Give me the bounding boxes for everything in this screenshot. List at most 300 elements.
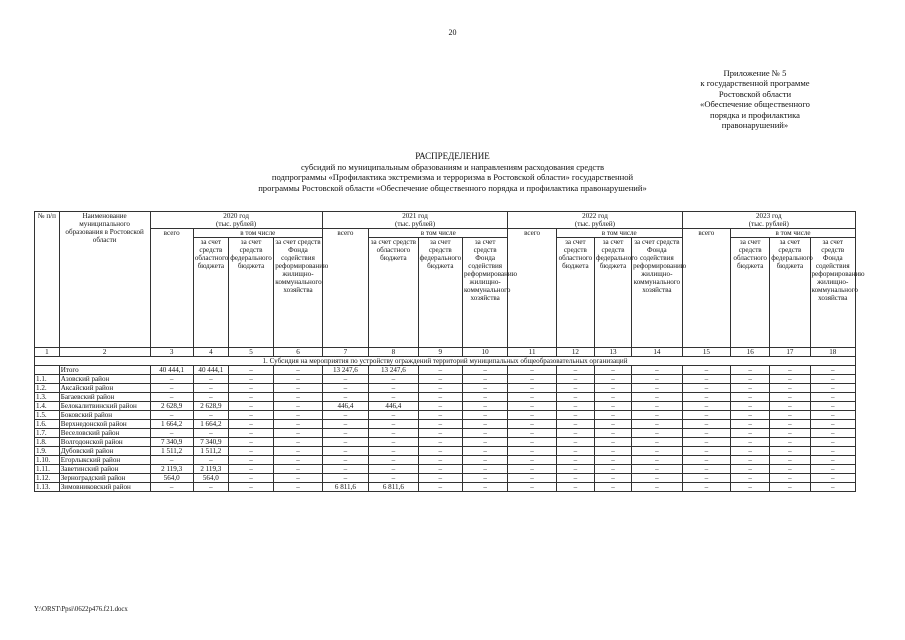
value-cell: – [682,411,730,420]
value-cell: – [632,429,683,438]
row-number: 1.9. [35,447,60,456]
header-total: всего [322,229,368,348]
value-cell: – [369,384,419,393]
value-cell: – [810,402,856,411]
value-cell: – [594,474,631,483]
column-number: 16 [731,348,770,357]
municipality-name: Дубовский район [59,447,150,456]
row-number: 1.11. [35,465,60,474]
value-cell: – [418,384,462,393]
value-cell: – [682,429,730,438]
value-cell: – [682,366,730,375]
row-number: 1.6. [35,420,60,429]
header-fund: за счет средств Фонда содействия реформированию жилищно-коммунального хозяйства [462,238,507,348]
year-label: 2020 год [223,212,249,220]
value-cell: – [418,402,462,411]
value-cell: – [369,393,419,402]
value-cell: – [322,438,368,447]
municipality-name: Азовский район [59,375,150,384]
year-unit: (тыс. рублей) [394,220,436,228]
value-cell: – [770,483,810,492]
value-cell: – [682,375,730,384]
header-federal: за счет средств федерального бюджета [594,238,631,348]
row-number: 1.1. [35,375,60,384]
value-cell: – [322,447,368,456]
column-number: 6 [274,348,322,357]
value-cell: – [228,483,273,492]
value-cell: – [369,447,419,456]
value-cell: – [556,483,594,492]
header-fund: за счет средств Фонда содействия реформированию жилищно-коммунального хозяйства [632,238,683,348]
value-cell: – [770,438,810,447]
value-cell: – [369,429,419,438]
value-cell: – [274,384,322,393]
value-cell: – [770,375,810,384]
table-row [35,474,856,483]
value-cell: 7 340,9 [150,438,193,447]
value-cell: – [810,438,856,447]
file-path-footer: Y:\ORST\Ppsi\0622p476.f21.docx [34,606,128,613]
value-cell: – [228,366,273,375]
value-cell: – [594,438,631,447]
heading-line: подпрограммы «Профилактика экстремизма и терроризма в Ростовской области» государственной [271,172,634,183]
value-cell: 2 628,9 [193,402,228,411]
value-cell: – [462,438,507,447]
value-cell: – [274,420,322,429]
value-cell: – [810,393,856,402]
value-cell: 564,0 [150,474,193,483]
value-cell: – [770,393,810,402]
year-label: 2023 год [755,212,782,220]
row-number: 1.5. [35,411,60,420]
value-cell: – [193,483,228,492]
table-row [35,483,856,492]
value-cell: – [810,483,856,492]
value-cell: – [322,375,368,384]
value-cell: – [556,375,594,384]
value-cell: – [274,438,322,447]
value-cell: – [731,366,770,375]
value-cell: – [462,465,507,474]
column-number: 5 [228,348,273,357]
value-cell: – [731,483,770,492]
municipality-name: Егорлыкский район [59,456,150,465]
header-no: № п/п [35,212,60,348]
value-cell: – [508,447,556,456]
distribution-table [34,211,865,492]
value-cell: – [731,474,770,483]
value-cell: – [193,375,228,384]
value-cell: – [193,393,228,402]
header-total: всего [150,229,193,348]
appendix-line: Приложение № 5 [723,68,787,78]
column-number: 11 [508,348,556,357]
value-cell: – [731,447,770,456]
value-cell: 13 247,6 [322,366,368,375]
header-regional: за счет средств областного бюджета [369,238,419,348]
value-cell: – [418,465,462,474]
value-cell: – [508,393,556,402]
value-cell: – [418,429,462,438]
value-cell: – [418,366,462,375]
table-row [35,456,856,465]
value-cell: – [770,474,810,483]
value-cell: – [418,483,462,492]
value-cell: – [770,384,810,393]
value-cell: – [731,375,770,384]
value-cell: – [594,429,631,438]
value-cell: – [594,384,631,393]
value-cell: – [810,420,856,429]
value-cell: – [682,420,730,429]
row-number: 1.7. [35,429,60,438]
value-cell: – [274,474,322,483]
value-cell: – [228,420,273,429]
column-number-row [35,348,856,357]
value-cell: – [594,366,631,375]
value-cell: – [731,456,770,465]
value-cell: – [594,402,631,411]
value-cell: – [682,456,730,465]
value-cell: – [682,393,730,402]
value-cell: – [274,483,322,492]
value-cell: – [322,420,368,429]
value-cell: – [418,411,462,420]
value-cell: – [508,420,556,429]
value-cell: – [369,375,419,384]
value-cell: – [682,438,730,447]
value-cell: – [731,402,770,411]
value-cell: – [462,366,507,375]
section-title: 1. Субсидия на мероприятия по устройству ограждений территорий муниципальных общеобразовательных организаций [35,357,856,366]
value-cell: – [632,447,683,456]
value-cell: – [810,366,856,375]
value-cell: – [274,465,322,474]
row-number: 1.4. [35,402,60,411]
value-cell: – [228,465,273,474]
value-cell: – [274,366,322,375]
value-cell: – [418,375,462,384]
value-cell: – [322,474,368,483]
header-fund: за счет средств Фонда содействия реформированию жилищно-коммунального хозяйства [810,238,856,348]
value-cell: – [731,411,770,420]
column-number: 1 [35,348,60,357]
value-cell: – [150,411,193,420]
table-row [35,429,856,438]
value-cell: – [632,411,683,420]
row-number: 1.10. [35,456,60,465]
value-cell: – [556,447,594,456]
value-cell: – [508,366,556,375]
column-number: 18 [810,348,856,357]
municipality-name: Верхнедонской район [59,420,150,429]
column-number: 2 [59,348,150,357]
value-cell: – [508,384,556,393]
value-cell: – [810,429,856,438]
value-cell: – [810,384,856,393]
value-cell: – [556,438,594,447]
value-cell: – [462,456,507,465]
value-cell: 1 664,2 [193,420,228,429]
appendix-line: правонарушений» [721,120,789,131]
value-cell: – [731,420,770,429]
header-total: всего [508,229,556,348]
column-number: 12 [556,348,594,357]
value-cell: – [462,402,507,411]
value-cell: – [508,483,556,492]
row-number: 1.2. [35,384,60,393]
header-regional: за счет средств областного бюджета [193,238,228,348]
value-cell: – [632,402,683,411]
value-cell: – [508,375,556,384]
value-cell: – [462,429,507,438]
header-year-2020 [150,212,322,229]
municipality-name: Аксайский район [59,384,150,393]
value-cell: – [418,420,462,429]
header-year-2023 [682,212,855,229]
value-cell: – [632,384,683,393]
municipality-name: Зимовниковский район [59,483,150,492]
value-cell: 2 628,9 [150,402,193,411]
table-row [35,393,856,402]
value-cell: – [274,402,322,411]
year-label: 2021 год [402,212,428,220]
value-cell: – [322,456,368,465]
table-row [35,438,856,447]
value-cell: – [632,420,683,429]
header-federal: за счет средств федерального бюджета [770,238,810,348]
value-cell: – [556,429,594,438]
header-federal: за счет средств федерального бюджета [418,238,462,348]
value-cell: – [810,456,856,465]
value-cell: – [462,447,507,456]
value-cell: – [770,411,810,420]
header-name: Наименование муниципального образования в Ростовской области [59,212,150,348]
value-cell: – [369,411,419,420]
value-cell: – [682,465,730,474]
column-number: 7 [322,348,368,357]
value-cell: 40 444,1 [193,366,228,375]
header-federal: за счет средств федерального бюджета [228,238,273,348]
value-cell: – [508,456,556,465]
value-cell: 2 119,3 [193,465,228,474]
value-cell: 7 340,9 [193,438,228,447]
municipality-name: Боковский район [59,411,150,420]
value-cell: – [228,447,273,456]
value-cell: – [322,393,368,402]
value-cell: – [594,447,631,456]
table-row [35,420,856,429]
appendix-line: порядка и профилактика [709,109,800,120]
value-cell: – [462,393,507,402]
table-row [35,375,856,384]
value-cell: – [594,375,631,384]
municipality-name: Веселовский район [59,429,150,438]
value-cell: – [274,456,322,465]
row-number [35,366,60,375]
value-cell: – [770,447,810,456]
value-cell: – [508,474,556,483]
heading-line: программы Ростовской области «Обеспечение общественного порядка и профилактика правонарушений» [258,182,647,193]
header-year-2022 [508,212,682,229]
municipality-name: Итого [59,366,150,375]
value-cell: – [556,393,594,402]
value-cell: 446,4 [369,402,419,411]
value-cell: – [556,402,594,411]
value-cell: – [150,429,193,438]
value-cell: – [594,456,631,465]
value-cell: – [322,384,368,393]
value-cell: – [418,393,462,402]
row-number: 1.12. [35,474,60,483]
value-cell: – [369,465,419,474]
column-number: 9 [418,348,462,357]
value-cell: – [462,420,507,429]
column-number: 17 [770,348,810,357]
header-incl: в том числе [369,229,508,238]
value-cell: – [462,474,507,483]
table-row [35,411,856,420]
year-unit: (тыс. рублей) [574,220,616,228]
column-number: 8 [369,348,419,357]
value-cell: – [322,465,368,474]
column-number: 13 [594,348,631,357]
value-cell: – [594,411,631,420]
value-cell: – [193,456,228,465]
header-incl: в том числе [193,229,322,238]
value-cell: – [770,456,810,465]
value-cell: 564,0 [193,474,228,483]
value-cell: – [418,438,462,447]
value-cell: – [418,474,462,483]
value-cell: – [556,456,594,465]
value-cell: – [508,411,556,420]
document-heading [60,151,845,193]
row-number: 1.13. [35,483,60,492]
value-cell: – [274,447,322,456]
row-number: 1.8. [35,438,60,447]
value-cell: – [274,375,322,384]
header-year-2021 [322,212,508,229]
value-cell: – [632,456,683,465]
value-cell: – [369,438,419,447]
value-cell: – [810,375,856,384]
value-cell: – [150,483,193,492]
year-label: 2022 год [582,212,608,220]
value-cell: – [810,447,856,456]
value-cell: – [462,384,507,393]
column-number: 3 [150,348,193,357]
value-cell: – [770,465,810,474]
value-cell: 446,4 [322,402,368,411]
value-cell: – [228,411,273,420]
value-cell: – [731,438,770,447]
value-cell: – [594,393,631,402]
value-cell: – [508,465,556,474]
column-number: 10 [462,348,507,357]
value-cell: – [810,474,856,483]
value-cell: – [731,465,770,474]
value-cell: 1 664,2 [150,420,193,429]
value-cell: – [508,429,556,438]
value-cell: – [418,456,462,465]
municipality-name: Заветинский район [59,465,150,474]
value-cell: – [193,429,228,438]
value-cell: – [632,438,683,447]
value-cell: – [228,402,273,411]
value-cell: – [369,474,419,483]
header-fund: за счет средств Фонда содействия реформированию жилищно-коммунального хозяйства [274,238,322,348]
municipality-name: Волгодонской район [59,438,150,447]
value-cell: – [594,465,631,474]
value-cell: – [462,375,507,384]
value-cell: – [556,411,594,420]
value-cell: – [150,456,193,465]
value-cell: – [150,393,193,402]
value-cell: – [228,429,273,438]
appendix-line: Ростовской области [718,88,792,99]
value-cell: – [462,483,507,492]
value-cell: – [632,393,683,402]
value-cell: – [462,411,507,420]
value-cell: – [508,402,556,411]
row-number: 1.3. [35,393,60,402]
value-cell: 2 119,3 [150,465,193,474]
column-number: 15 [682,348,730,357]
appendix-block [640,68,870,130]
appendix-line: «Обеспечение общественного [700,99,810,110]
value-cell: – [632,375,683,384]
value-cell: – [508,438,556,447]
value-cell: – [274,393,322,402]
value-cell: – [682,474,730,483]
value-cell: 13 247,6 [369,366,419,375]
value-cell: – [731,393,770,402]
value-cell: – [274,429,322,438]
value-cell: – [193,384,228,393]
value-cell: 1 511,2 [193,447,228,456]
value-cell: – [594,483,631,492]
municipality-name: Белокалитвинский район [59,402,150,411]
header-regional: за счет средств областного бюджета [556,238,594,348]
value-cell: – [228,393,273,402]
value-cell: – [322,411,368,420]
value-cell: – [150,375,193,384]
value-cell: – [632,474,683,483]
value-cell: – [274,411,322,420]
value-cell: – [228,384,273,393]
value-cell: – [556,384,594,393]
value-cell: – [770,420,810,429]
value-cell: – [770,366,810,375]
value-cell: – [228,474,273,483]
municipality-name: Багаевский район [59,393,150,402]
value-cell: – [322,429,368,438]
value-cell: 6 811,6 [322,483,368,492]
header-total: всего [682,229,730,348]
value-cell: – [228,456,273,465]
table-row [35,402,856,411]
value-cell: – [770,429,810,438]
header-incl: в том числе [556,229,682,238]
value-cell: – [228,375,273,384]
value-cell: – [632,483,683,492]
appendix-line: к государственной программе [700,78,810,89]
year-unit: (тыс. рублей) [216,220,257,228]
value-cell: – [594,420,631,429]
municipality-name: Зерноградский район [59,474,150,483]
value-cell: – [682,384,730,393]
